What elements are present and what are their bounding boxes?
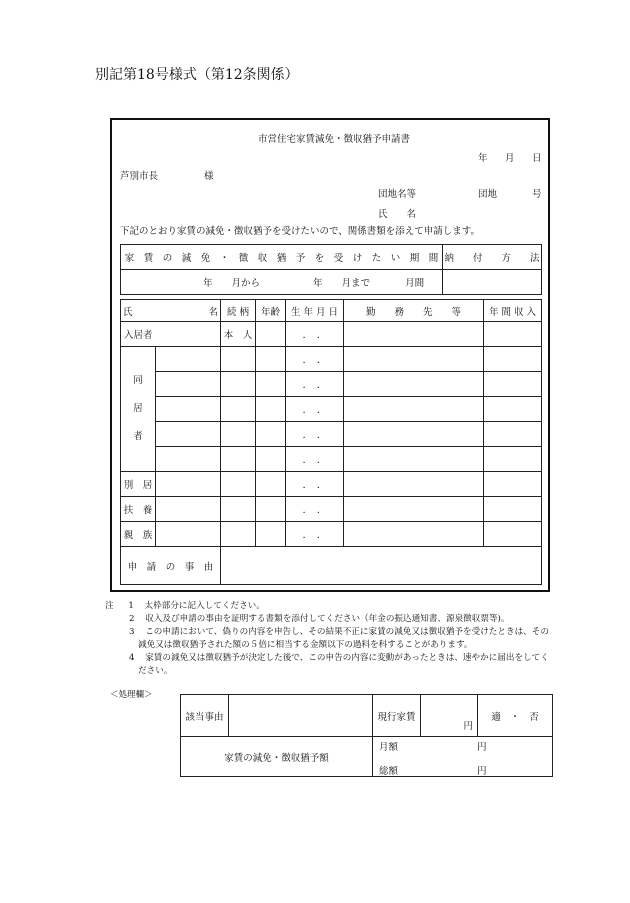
name-cell[interactable] — [156, 422, 221, 447]
birth-cell[interactable]: ． ． — [286, 422, 344, 447]
applicable-label: 該当事由 — [181, 695, 229, 737]
date-day-label: 日 — [532, 153, 542, 164]
income-cell[interactable] — [484, 472, 542, 497]
birth-cell[interactable]: ． ． — [286, 372, 344, 397]
note-1 — [105, 600, 265, 612]
note-3 — [129, 626, 549, 638]
name-cell[interactable] — [156, 497, 221, 522]
relation-cell[interactable] — [221, 397, 256, 422]
birth-cell[interactable]: ． ． — [286, 522, 344, 547]
work-cell[interactable] — [344, 472, 484, 497]
current-rent-yen[interactable]: 円 — [421, 695, 478, 737]
cohabitant-group-label — [121, 347, 156, 472]
separate-label-3: 親 族 — [121, 522, 156, 547]
relation-cell[interactable] — [221, 522, 256, 547]
period-to: 年 月まで — [313, 278, 371, 289]
period-from: 年 月から — [203, 278, 261, 289]
monthly-yen: 円 — [477, 742, 487, 753]
total-yen: 円 — [477, 766, 487, 777]
income-cell[interactable] — [484, 422, 542, 447]
danchi-value: 団地 — [478, 189, 498, 200]
birth-cell[interactable]: ． ． — [286, 447, 344, 472]
applicant-name-label: 氏 名 — [378, 209, 417, 220]
relation-cell[interactable] — [221, 497, 256, 522]
relation-cell[interactable] — [221, 447, 256, 472]
total-label: 総額 — [379, 766, 399, 777]
danchi-label: 団地名等 — [378, 189, 417, 200]
income-cell[interactable] — [484, 397, 542, 422]
relation-cell[interactable] — [221, 347, 256, 372]
col-work: 勤 務 先 等 — [344, 300, 484, 322]
col-age: 年齢 — [256, 300, 286, 322]
amount-values-cell[interactable] — [373, 737, 553, 777]
period-table — [120, 244, 542, 295]
separate-label-2: 扶 養 — [121, 497, 156, 522]
name-cell[interactable] — [156, 347, 221, 372]
relation-cell[interactable] — [221, 472, 256, 497]
name-cell[interactable] — [156, 522, 221, 547]
age-cell[interactable] — [256, 522, 286, 547]
age-cell[interactable] — [256, 372, 286, 397]
work-cell[interactable] — [344, 497, 484, 522]
approve-reject[interactable]: 適 ・ 否 — [478, 695, 553, 737]
period-header: 家 賃 の 減 免 ・ 徴 収 猶 予 を 受 け た い 期 間 — [121, 245, 443, 270]
income-cell[interactable] — [484, 347, 542, 372]
age-cell[interactable] — [256, 397, 286, 422]
monthly-label: 月額 — [379, 742, 399, 753]
processing-label: ＜処理欄＞ — [110, 690, 153, 700]
resident-relation: 本 人 — [221, 322, 256, 347]
age-cell[interactable] — [256, 422, 286, 447]
reason-label: 申 請 の 事 由 — [121, 547, 221, 585]
age-cell[interactable] — [256, 497, 286, 522]
number-label: 号 — [532, 189, 542, 200]
notes-label: 注 — [105, 601, 114, 611]
note-1-text: 太枠部分に記入してください。 — [144, 601, 265, 611]
work-cell[interactable] — [344, 422, 484, 447]
col-name: 氏 名 — [121, 300, 221, 322]
current-rent-label: 現行家賃 — [373, 695, 421, 737]
age-cell[interactable] — [256, 347, 286, 372]
note-4-text: 家賃の減免又は徴収猶予が決定した後で、この申告の内容に変動があったときは、速やかに届出をしてく — [145, 653, 549, 663]
work-cell[interactable] — [344, 447, 484, 472]
income-cell[interactable] — [484, 447, 542, 472]
note-2 — [129, 613, 510, 625]
work-cell[interactable] — [344, 372, 484, 397]
col-income: 年 間 収 入 — [484, 300, 542, 322]
income-cell[interactable] — [484, 522, 542, 547]
age-cell[interactable] — [256, 447, 286, 472]
household-table — [120, 299, 542, 585]
relation-cell[interactable] — [221, 372, 256, 397]
addressee-name: 芦別市長 — [120, 171, 159, 182]
note-4 — [129, 652, 549, 664]
payment-method-header: 納 付 方 法 — [443, 245, 542, 270]
cohabitant-char-1: 同 — [133, 375, 143, 386]
note-2-text: 収入及び申請の事由を証明する書類を添付してください（年金の振込通知書、源泉徴収票等)。 — [145, 614, 510, 624]
income-cell[interactable] — [484, 322, 542, 347]
work-cell[interactable] — [344, 322, 484, 347]
col-birth: 生 年 月 日 — [286, 300, 344, 322]
note-2-num: 2 — [129, 614, 135, 624]
name-cell[interactable] — [156, 472, 221, 497]
name-cell[interactable] — [156, 397, 221, 422]
reason-input-cell[interactable] — [221, 547, 542, 585]
intro-text: 下記のとおり家賃の減免・徴収猶予を受けたいので、関係書類を添えて申請します。 — [120, 226, 481, 237]
name-cell[interactable] — [156, 372, 221, 397]
document-title: 市営住宅家賃減免・徴収猶予申請書 — [258, 134, 411, 145]
resident-label: 入居者 — [124, 330, 153, 341]
date-year-label: 年 — [478, 153, 488, 164]
amount-label: 家賃の減免・徴収猶予額 — [181, 737, 373, 777]
work-cell[interactable] — [344, 522, 484, 547]
processing-table — [180, 694, 553, 777]
note-4-num: 4 — [129, 653, 135, 663]
work-cell[interactable] — [344, 397, 484, 422]
birth-cell[interactable]: ． ． — [286, 322, 344, 347]
income-cell[interactable] — [484, 497, 542, 522]
note-1-num: 1 — [128, 601, 134, 611]
note-3-cont: 減免又は徴収猶予された額の５倍に相当する金額以下の過料を科することがあります。 — [138, 640, 473, 650]
cohabitant-char-3: 者 — [133, 431, 143, 442]
work-cell[interactable] — [344, 347, 484, 372]
birth-cell[interactable]: ． ． — [286, 472, 344, 497]
period-months: 月間 — [405, 278, 425, 289]
note-3-text: この申請において、偽りの内容を申告し、その結果不正に家賃の減免又は徴収猶予を受けたときは、その — [145, 627, 549, 637]
birth-cell[interactable]: ． ． — [286, 497, 344, 522]
age-cell[interactable] — [256, 322, 286, 347]
note-3-num: 3 — [129, 627, 135, 637]
birth-cell[interactable]: ． ． — [286, 347, 344, 372]
separate-label-1: 別 居 — [121, 472, 156, 497]
applicable-value-cell[interactable] — [229, 695, 373, 737]
col-relation: 続 柄 — [221, 300, 256, 322]
date-month-label: 月 — [505, 153, 515, 164]
note-4-cont: ださい。 — [138, 666, 173, 676]
age-cell[interactable] — [256, 472, 286, 497]
birth-cell[interactable]: ． ． — [286, 397, 344, 422]
payment-method-cell[interactable] — [443, 270, 542, 295]
form-number-title: 別記第18号様式（第12条関係） — [95, 67, 299, 83]
addressee-honorific: 様 — [204, 171, 214, 182]
cohabitant-char-2: 居 — [133, 403, 143, 414]
period-cell[interactable] — [121, 270, 443, 295]
income-cell[interactable] — [484, 372, 542, 397]
name-cell[interactable] — [156, 447, 221, 472]
resident-name-cell[interactable] — [121, 322, 221, 347]
relation-cell[interactable] — [221, 422, 256, 447]
